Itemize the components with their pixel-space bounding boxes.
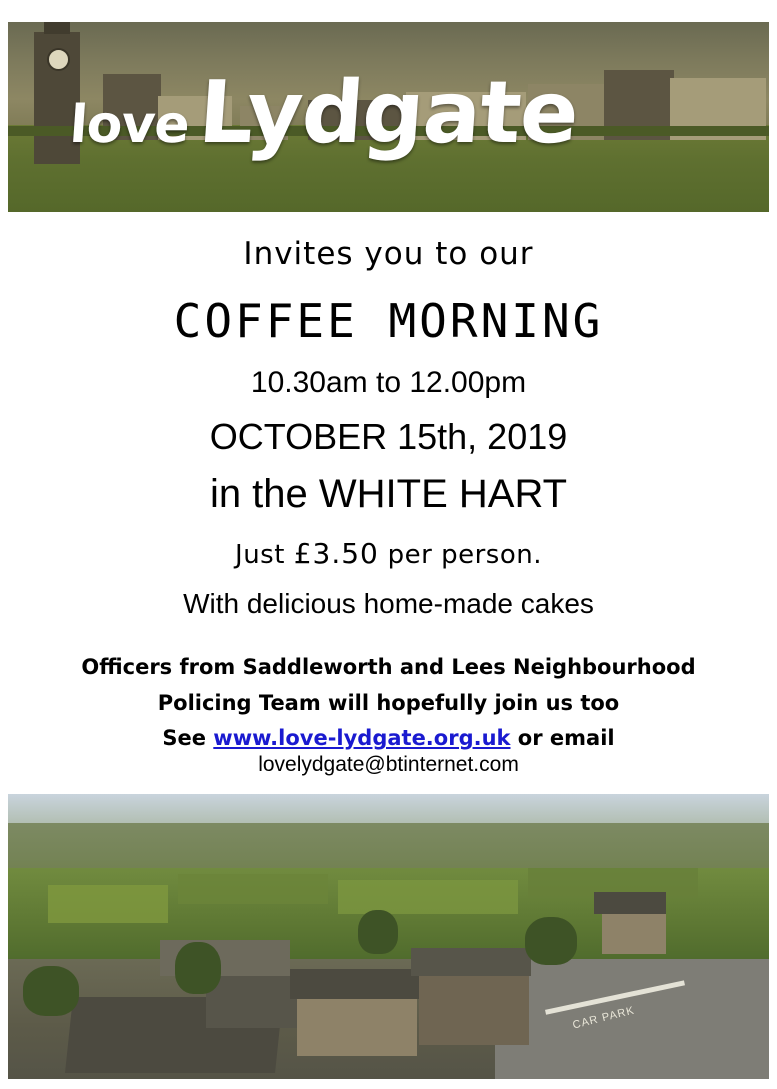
price-suffix: per person. <box>387 540 542 570</box>
event-price <box>0 537 777 570</box>
photo-field-patch <box>48 885 168 923</box>
event-title: COFFEE MORNING <box>173 294 604 348</box>
event-date: OCTOBER 15th, 2019 <box>209 416 568 457</box>
price-prefix: Just <box>235 540 285 570</box>
see-prefix: See <box>162 726 214 751</box>
event-venue: in the WHITE HART <box>209 472 568 516</box>
photo-tree <box>525 917 577 965</box>
website-link[interactable]: www.love-lydgate.org.uk <box>213 726 511 751</box>
photo-roof <box>594 892 666 914</box>
footer-photo-image <box>8 794 769 1079</box>
banner-word-love: love <box>67 95 191 155</box>
cakes-line: With delicious home-made cakes <box>183 588 594 619</box>
photo-car-park <box>495 959 769 1079</box>
photo-building-wall <box>297 996 417 1056</box>
photo-field-patch <box>178 874 328 904</box>
photo-field-patch <box>338 880 518 914</box>
price-amount: £3.50 <box>293 537 379 570</box>
photo-tree <box>175 942 221 994</box>
banner-title <box>8 63 769 163</box>
event-time: 10.30am to 12.00pm <box>250 366 527 399</box>
invites-line: Invites you to our <box>243 236 534 272</box>
photo-roof <box>290 969 422 999</box>
photo-tree <box>358 910 398 954</box>
clock-icon <box>47 48 70 71</box>
see-suffix: or email <box>510 726 615 751</box>
website-line <box>0 725 777 753</box>
photo-roof <box>411 948 531 976</box>
photo-building-wall <box>419 973 529 1045</box>
car-park-marking: CAR PARK <box>571 1004 636 1032</box>
photo-building-wall <box>602 910 666 954</box>
officers-line-2: Policing Team will hopefully join us too <box>157 690 620 715</box>
header-banner-image <box>8 22 769 212</box>
banner-word-lydgate: Lydgate <box>195 63 581 163</box>
poster-content <box>0 236 777 777</box>
photo-tree <box>23 966 79 1016</box>
email-address: lovelydgate@btinternet.com <box>258 753 519 777</box>
officers-line-1: Officers from Saddleworth and Lees Neighbourhood <box>81 655 696 679</box>
